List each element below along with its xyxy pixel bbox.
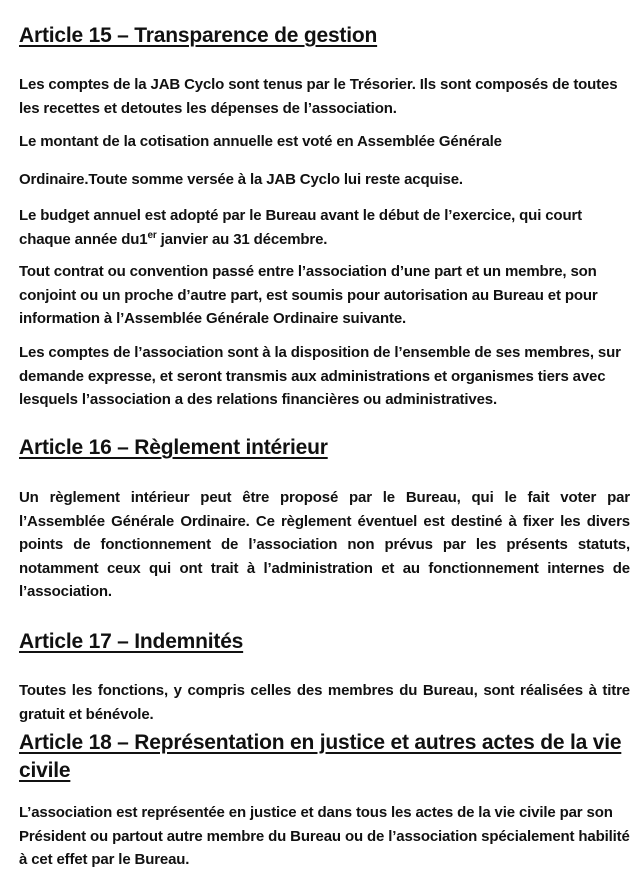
article-15-paragraph-1: Les comptes de la JAB Cyclo sont tenus par le Trésorier. Ils sont composés de toutes les recettes et detoutes les dépenses de l’association. (19, 76, 618, 117)
article-15-title: Article 15 – Transparence de gestion (19, 24, 378, 47)
article-15-paragraph-4-end: janvier au 31 décembre. (156, 230, 328, 248)
article-15-paragraph-4-text: Le budget annuel est adopté par le Bureau avant le début de l’exercice, qui court chaque année du1 (19, 207, 582, 248)
article-15-paragraph-5: Tout contrat ou convention passé entre l’association d’une part et un membre, son conjoint ou un proche d’autre part, est soumis pour autorisation au Bureau et pour information à l’Assemblée Générale Ordinaire suivante. (19, 263, 598, 327)
article-16-title: Article 16 – Règlement intérieur (19, 436, 328, 459)
article-17-title: Article 17 – Indemnités (19, 630, 244, 653)
article-15-paragraph-2: Le montant de la cotisation annuelle est voté en Assemblée Générale (19, 133, 502, 150)
article-15-paragraph-6: Les comptes de l’association sont à la disposition de l’ensemble de ses membres, sur demande expresse, et seront transmis aux administrations et organismes tiers avec lesquels l’association a des relations financières ou administratives. (19, 344, 621, 408)
article-17-paragraph-1: Toutes les fonctions, y compris celles des membres du Bureau, sont réalisées à titre gratuit et bénévole. (19, 682, 630, 723)
article-16-paragraph-1: Un règlement intérieur peut être proposé par le Bureau, qui le fait voter par l’Assemblée Générale Ordinaire. Ce règlement éventuel est destiné à fixer les divers points de fonctionnement de l’association non prévus par les présents statuts, notamment ceux qui ont trait à l’administration et au fonctionnement internes de l’association. (19, 489, 630, 600)
article-15-paragraph-3: Ordinaire.Toute somme versée à la JAB Cyclo lui reste acquise. (19, 171, 463, 188)
article-18-paragraph-1: L’association est représentée en justice et dans tous les actes de la vie civile par son Président ou partout autre membre du Bureau ou de l’association spécialement habilité à cet effet par le Bureau. (19, 804, 630, 868)
article-18-title: Article 18 – Représentation en justice et autres actes de la vie civile (19, 731, 622, 782)
article-15-paragraph-4 (19, 204, 630, 251)
ordinal-superscript: er (147, 229, 157, 241)
